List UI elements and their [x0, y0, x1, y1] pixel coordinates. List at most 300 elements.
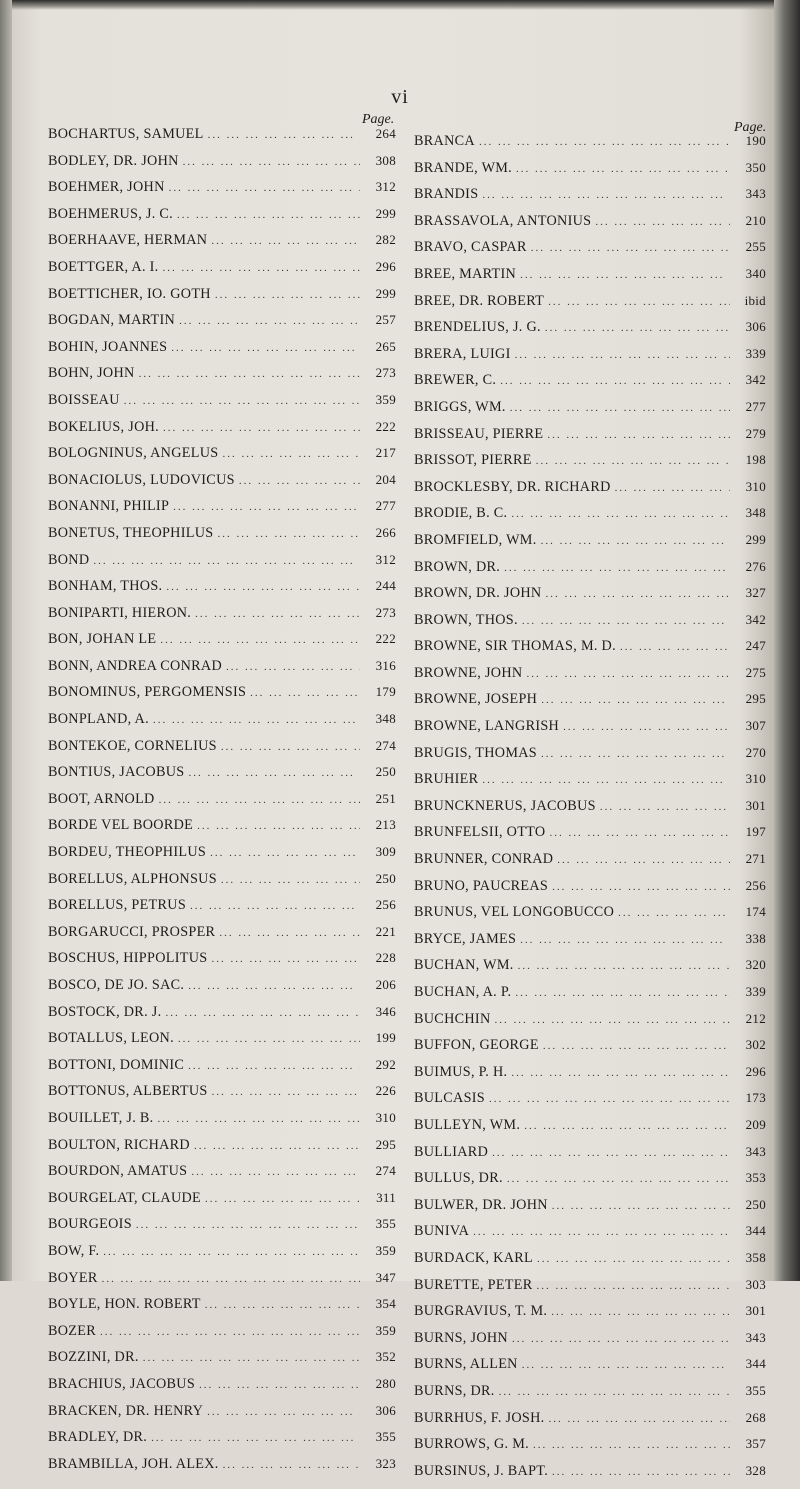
index-entry	[414, 1303, 766, 1330]
index-entry	[414, 1197, 766, 1224]
entry-name: BRUNCKNERUS, JACOBUS	[414, 797, 596, 814]
leader-dots	[511, 1067, 730, 1079]
entry-page-number: 212	[745, 1010, 766, 1026]
entry-page-number: 279	[745, 425, 766, 441]
entry-page-number: 350	[745, 159, 766, 175]
entry-page-number: 302	[745, 1037, 766, 1053]
leader-dots	[207, 1406, 360, 1418]
entry-name: BRAMBILLA, JOH. ALEX.	[48, 1455, 219, 1472]
index-entry	[414, 1090, 766, 1117]
entry-name: BOETTICHER, IO. GOTH	[48, 285, 211, 302]
entry-page-number: 213	[375, 817, 396, 833]
entry-name: BONPLAND, A.	[48, 711, 149, 728]
leader-dots	[103, 1246, 360, 1258]
entry-page-number: 209	[745, 1116, 766, 1132]
index-entry	[48, 764, 396, 791]
entry-page-number: 328	[745, 1462, 766, 1478]
leader-dots	[100, 1326, 360, 1338]
leader-dots	[160, 634, 360, 646]
index-entry	[414, 559, 766, 586]
entry-name: BOYLE, HON. ROBERT	[48, 1296, 201, 1313]
index-entry	[48, 1243, 396, 1270]
index-entry	[48, 631, 396, 658]
entry-page-number: 301	[745, 797, 766, 813]
leader-dots	[166, 581, 360, 593]
entry-page-number: 323	[375, 1455, 396, 1471]
index-entry	[48, 738, 396, 765]
leader-dots	[139, 368, 360, 380]
index-entry	[48, 844, 396, 871]
index-entry	[48, 684, 396, 711]
page-number: vi	[391, 86, 409, 108]
index-entry	[414, 1356, 766, 1383]
entry-page-number: 228	[375, 950, 396, 966]
leader-dots	[165, 1007, 360, 1019]
index-entry	[48, 552, 396, 579]
index-entry	[414, 1144, 766, 1171]
entry-page-number: 251	[375, 790, 396, 806]
index-entry	[48, 871, 396, 898]
index-entry	[414, 372, 766, 399]
index-entry	[48, 1163, 396, 1190]
index-entry	[48, 153, 396, 180]
entry-name: BONTIUS, JACOBUS	[48, 764, 185, 781]
leader-dots	[183, 156, 360, 168]
index-entry	[48, 605, 396, 632]
leader-dots	[495, 1014, 731, 1026]
index-entry	[48, 791, 396, 818]
index-entry	[414, 1011, 766, 1038]
leader-dots	[163, 422, 360, 434]
entry-name: BURNS, JOHN	[414, 1329, 508, 1346]
index-entry	[48, 1403, 396, 1430]
index-entry	[48, 658, 396, 685]
leader-dots	[489, 1093, 730, 1105]
index-entry	[48, 711, 396, 738]
leader-dots	[188, 1060, 360, 1072]
entry-name: BROWN, DR. JOHN	[414, 585, 542, 602]
leader-dots	[217, 528, 360, 540]
index-entry	[48, 525, 396, 552]
entry-page-number: 303	[745, 1276, 766, 1292]
index-entry	[48, 1376, 396, 1403]
leader-dots	[102, 1273, 360, 1285]
entry-page-number: 320	[745, 957, 766, 973]
entry-name: BONANNI, PHILIP	[48, 498, 170, 515]
index-entry	[414, 239, 766, 266]
entry-name: BURNS, DR.	[414, 1382, 495, 1399]
leader-dots	[205, 1193, 360, 1205]
entry-page-number: 256	[375, 897, 396, 913]
entry-name: BROWN, THOS.	[414, 611, 518, 628]
entry-page-number: 221	[375, 923, 396, 939]
leader-dots	[524, 1120, 730, 1132]
entry-name: BOZZINI, DR.	[48, 1349, 139, 1366]
leader-dots	[163, 262, 360, 274]
index-entry	[414, 745, 766, 772]
entry-name: BOEHMERUS, J. C.	[48, 205, 174, 222]
index-entry	[48, 1270, 396, 1297]
entry-name: BORGARUCCI, PROSPER	[48, 923, 216, 940]
entry-name: BOTTONI, DOMINIC	[48, 1056, 185, 1073]
entry-page-number: 312	[375, 551, 396, 567]
leader-dots	[188, 980, 360, 992]
entry-name: BRAVO, CASPAR	[414, 239, 527, 256]
entry-name: BON, JOHAN LE	[48, 631, 157, 648]
entry-list	[414, 133, 766, 1489]
index-entry	[48, 817, 396, 844]
leader-dots	[552, 881, 730, 893]
index-entry	[48, 1429, 396, 1456]
entry-page-number: 257	[375, 312, 396, 328]
entry-name: BRUNNER, CONRAD	[414, 851, 554, 868]
entry-name: BONTEKOE, CORNELIUS	[48, 737, 217, 754]
leader-dots	[520, 269, 730, 281]
entry-name: BORDE VEL BOORDE	[48, 817, 194, 834]
entry-page-number: 310	[745, 478, 766, 494]
entry-page-number: 274	[375, 737, 396, 753]
leader-dots	[563, 721, 730, 733]
entry-page-number: 226	[375, 1083, 396, 1099]
index-entry	[48, 1083, 396, 1110]
leader-dots	[173, 501, 360, 513]
entry-page-number: 264	[375, 126, 396, 141]
leader-dots	[151, 1432, 360, 1444]
leader-dots	[211, 235, 360, 247]
index-entry	[414, 1383, 766, 1410]
entry-name: BOERHAAVE, HERMAN	[48, 232, 208, 249]
entry-name: BURROWS, G. M.	[414, 1436, 529, 1453]
entry-name: BURETTE, PETER	[414, 1276, 533, 1293]
leader-dots	[537, 1253, 730, 1265]
entry-page-number: 299	[745, 531, 766, 547]
index-entry	[48, 977, 396, 1004]
leader-dots	[239, 475, 360, 487]
entry-name: BUCHAN, WM.	[414, 957, 514, 974]
entry-page-number: 306	[375, 1402, 396, 1418]
index-entry	[48, 259, 396, 286]
entry-page-number: 282	[375, 232, 396, 248]
index-entry	[48, 1137, 396, 1164]
entry-page-number: 250	[745, 1196, 766, 1212]
leader-dots	[479, 136, 730, 148]
leader-dots	[552, 1466, 730, 1478]
index-entry	[414, 798, 766, 825]
leader-dots	[549, 1413, 730, 1425]
scan-top-edge	[0, 0, 800, 10]
entry-name: BONHAM, THOS.	[48, 578, 163, 595]
entry-name: BOURGEOIS	[48, 1216, 132, 1233]
entry-page-number: 342	[745, 372, 766, 388]
leader-dots	[500, 375, 730, 387]
entry-list	[48, 126, 396, 1482]
index-entry	[414, 878, 766, 905]
entry-page-number: 204	[375, 471, 396, 487]
entry-name: BRANCA	[414, 133, 475, 149]
entry-page-number: 266	[375, 524, 396, 540]
entry-name: BOURGELAT, CLAUDE	[48, 1189, 202, 1206]
entry-page-number: 198	[745, 452, 766, 468]
index-entry	[414, 1410, 766, 1437]
entry-page-number: ibid	[744, 292, 766, 308]
index-entry	[48, 286, 396, 313]
leader-dots	[223, 1459, 360, 1471]
leader-dots	[159, 794, 360, 806]
index-entry	[48, 950, 396, 977]
entry-page-number: 309	[375, 844, 396, 860]
leader-dots	[143, 1352, 360, 1364]
leader-dots	[211, 953, 360, 965]
index-entry	[414, 612, 766, 639]
leader-dots	[595, 216, 730, 228]
leader-dots	[482, 774, 730, 786]
entry-page-number: 342	[745, 611, 766, 627]
page-edge-shadow	[774, 0, 800, 1281]
entry-name: BOULTON, RICHARD	[48, 1136, 190, 1153]
entry-page-number: 277	[745, 398, 766, 414]
entry-page-number: 277	[375, 498, 396, 514]
entry-name: BONACIOLUS, LUDOVICUS	[48, 471, 235, 488]
entry-page-number: 344	[745, 1356, 766, 1372]
entry-page-number: 310	[375, 1109, 396, 1125]
entry-name: BREE, DR. ROBERT	[414, 292, 545, 309]
index-entry	[414, 638, 766, 665]
entry-name: BULLIARD	[414, 1143, 489, 1160]
entry-name: BRENDELIUS, J. G.	[414, 319, 541, 336]
index-entry	[414, 293, 766, 320]
entry-page-number: 307	[745, 718, 766, 734]
entry-name: BRACKEN, DR. HENRY	[48, 1402, 204, 1419]
leader-dots	[499, 1386, 730, 1398]
entry-name: BOHIN, JOANNES	[48, 338, 168, 355]
entry-name: BUCHCHIN	[414, 1010, 491, 1027]
entry-page-number: 280	[375, 1375, 396, 1391]
entry-page-number: 217	[375, 445, 396, 461]
entry-page-number: 343	[745, 1329, 766, 1345]
entry-name: BUNIVA	[414, 1223, 470, 1240]
entry-name: BRASSAVOLA, ANTONIUS	[414, 212, 592, 229]
entry-name: BULLUS, DR.	[414, 1170, 503, 1187]
entry-page-number: 273	[375, 604, 396, 620]
index-entry	[414, 1064, 766, 1091]
leader-dots	[512, 1333, 730, 1345]
entry-page-number: 292	[375, 1056, 396, 1072]
leader-dots	[618, 907, 730, 919]
entry-name: BOHN, JOHN	[48, 365, 135, 382]
entry-name: BOZER	[48, 1322, 97, 1339]
leader-dots	[205, 1299, 360, 1311]
entry-name: BOISSEAU	[48, 391, 120, 408]
index-entry	[414, 1250, 766, 1277]
entry-page-number: 274	[375, 1163, 396, 1179]
entry-name: BOKELIUS, JOH.	[48, 418, 160, 435]
entry-page-number: 308	[375, 152, 396, 168]
leader-dots	[522, 1359, 730, 1371]
entry-page-number: 312	[375, 179, 396, 195]
entry-page-number: 359	[375, 391, 396, 407]
entry-name: BREWER, C.	[414, 372, 497, 389]
leader-dots	[520, 934, 730, 946]
entry-name: BROWNE, JOHN	[414, 664, 523, 681]
leader-dots	[153, 714, 360, 726]
index-entry	[414, 824, 766, 851]
leader-dots	[533, 1439, 730, 1451]
leader-dots	[507, 1173, 730, 1185]
entry-name: BOUILLET, J. B.	[48, 1109, 154, 1126]
entry-page-number: 210	[745, 212, 766, 228]
leader-dots	[158, 1113, 360, 1125]
entry-name: BROWNE, SIR THOMAS, M. D.	[414, 638, 616, 655]
leader-dots	[547, 429, 730, 441]
entry-name: BOETTGER, A. I.	[48, 258, 159, 275]
entry-page-number: 357	[745, 1436, 766, 1452]
leader-dots	[221, 874, 360, 886]
leader-dots	[171, 342, 360, 354]
leader-dots	[210, 847, 360, 859]
leader-dots	[215, 289, 360, 301]
entry-name: BORELLUS, ALPHONSUS	[48, 870, 217, 887]
entry-name: BROWNE, LANGRISH	[414, 718, 560, 735]
entry-page-number: 311	[376, 1189, 396, 1205]
entry-page-number: 352	[375, 1349, 396, 1365]
entry-page-number: 339	[745, 345, 766, 361]
index-entry	[48, 232, 396, 259]
entry-name: BUFFON, GEORGE	[414, 1037, 539, 1054]
leader-dots	[545, 588, 730, 600]
entry-page-number: 268	[745, 1409, 766, 1425]
index-entry	[414, 665, 766, 692]
entry-page-number: 299	[375, 285, 396, 301]
leader-dots	[511, 508, 730, 520]
index-entry	[48, 206, 396, 233]
leader-dots	[541, 535, 730, 547]
index-entry	[414, 133, 766, 160]
index-entry	[48, 126, 396, 153]
index-entry	[414, 160, 766, 187]
entry-name: BOCHARTUS, SAMUEL	[48, 126, 204, 142]
leader-dots	[545, 322, 730, 334]
index-entry	[414, 1463, 766, 1489]
entry-page-number: 173	[745, 1090, 766, 1106]
entry-page-number: 343	[745, 1143, 766, 1159]
index-entry	[48, 392, 396, 419]
leader-dots	[518, 960, 730, 972]
leader-dots	[124, 395, 360, 407]
entry-page-number: 250	[375, 764, 396, 780]
entry-page-number: 222	[375, 418, 396, 434]
entry-page-number: 206	[375, 977, 396, 992]
leader-dots	[557, 854, 730, 866]
leader-dots	[600, 801, 730, 813]
entry-name: BRUGIS, THOMAS	[414, 744, 537, 761]
entry-name: BURRHUS, F. JOSH.	[414, 1409, 545, 1426]
leader-dots	[136, 1219, 360, 1231]
index-entry	[414, 771, 766, 798]
index-entry	[48, 897, 396, 924]
entry-page-number: 244	[375, 578, 396, 594]
leader-dots	[504, 562, 730, 574]
entry-page-number: 296	[745, 1063, 766, 1079]
entry-page-number: 327	[745, 585, 766, 601]
leader-dots	[620, 641, 730, 653]
entry-page-number: 190	[745, 133, 766, 148]
index-entry	[48, 1456, 396, 1483]
entry-name: BONIPARTI, HIERON.	[48, 604, 192, 621]
index-entry	[414, 213, 766, 240]
entry-name: BROCKLESBY, DR. RICHARD	[414, 478, 611, 495]
leader-dots	[219, 927, 360, 939]
index-entry	[48, 419, 396, 446]
entry-page-number: 174	[745, 904, 766, 920]
entry-page-number: 273	[375, 365, 396, 381]
index-entry	[414, 1117, 766, 1144]
entry-page-number: 347	[375, 1269, 396, 1285]
index-entry	[414, 266, 766, 293]
entry-page-number: 299	[375, 205, 396, 221]
leader-dots	[552, 1200, 730, 1212]
index-entry	[414, 718, 766, 745]
leader-dots	[191, 1166, 360, 1178]
entry-page-number: 255	[745, 239, 766, 255]
entry-page-number: 344	[745, 1223, 766, 1239]
index-entry	[48, 1190, 396, 1217]
entry-name: BULCASIS	[414, 1090, 485, 1107]
entry-name: BRADLEY, DR.	[48, 1429, 148, 1446]
index-entry	[414, 186, 766, 213]
index-entry	[48, 179, 396, 206]
entry-name: BONETUS, THEOPHILUS	[48, 524, 214, 541]
entry-name: BRYCE, JAMES	[414, 930, 517, 947]
entry-name: BOTTONUS, ALBERTUS	[48, 1083, 208, 1100]
entry-page-number: 338	[745, 930, 766, 946]
index-entry	[414, 505, 766, 532]
entry-name: BOOT, ARNOLD	[48, 790, 155, 807]
entry-page-number: 271	[745, 851, 766, 867]
entry-name: BOSCO, DE JO. SAC.	[48, 977, 185, 993]
index-entry	[48, 498, 396, 525]
entry-name: BRISSEAU, PIERRE	[414, 425, 544, 442]
entry-name: BULLEYN, WM.	[414, 1116, 521, 1133]
entry-page-number: 310	[745, 771, 766, 787]
entry-page-number: 346	[375, 1003, 396, 1019]
index-entry	[48, 365, 396, 392]
page-column-header: Page.	[362, 112, 395, 127]
leader-dots	[543, 1040, 730, 1052]
index-entry	[48, 339, 396, 366]
entry-name: BOLOGNINUS, ANGELUS	[48, 445, 219, 462]
index-entry	[48, 1110, 396, 1137]
page-column-header: Page.	[734, 120, 767, 135]
leader-dots	[515, 349, 730, 361]
entry-page-number: 339	[745, 984, 766, 999]
entry-name: BOYER	[48, 1269, 98, 1286]
index-entry	[48, 924, 396, 951]
leader-dots	[551, 1306, 730, 1318]
index-entry	[414, 426, 766, 453]
index-entry	[414, 585, 766, 612]
entry-name: BOGDAN, MARTIN	[48, 312, 176, 329]
entry-page-number: 355	[745, 1382, 766, 1398]
entry-page-number: 295	[375, 1136, 396, 1152]
entry-page-number: 276	[745, 558, 766, 574]
entry-page-number: 343	[745, 186, 766, 202]
leader-dots	[250, 687, 360, 699]
entry-name: BRODIE, B. C.	[414, 505, 508, 522]
leader-dots	[179, 315, 360, 327]
entry-page-number: 301	[745, 1303, 766, 1319]
leader-dots	[195, 608, 360, 620]
entry-name: BRUHIER	[414, 771, 479, 788]
